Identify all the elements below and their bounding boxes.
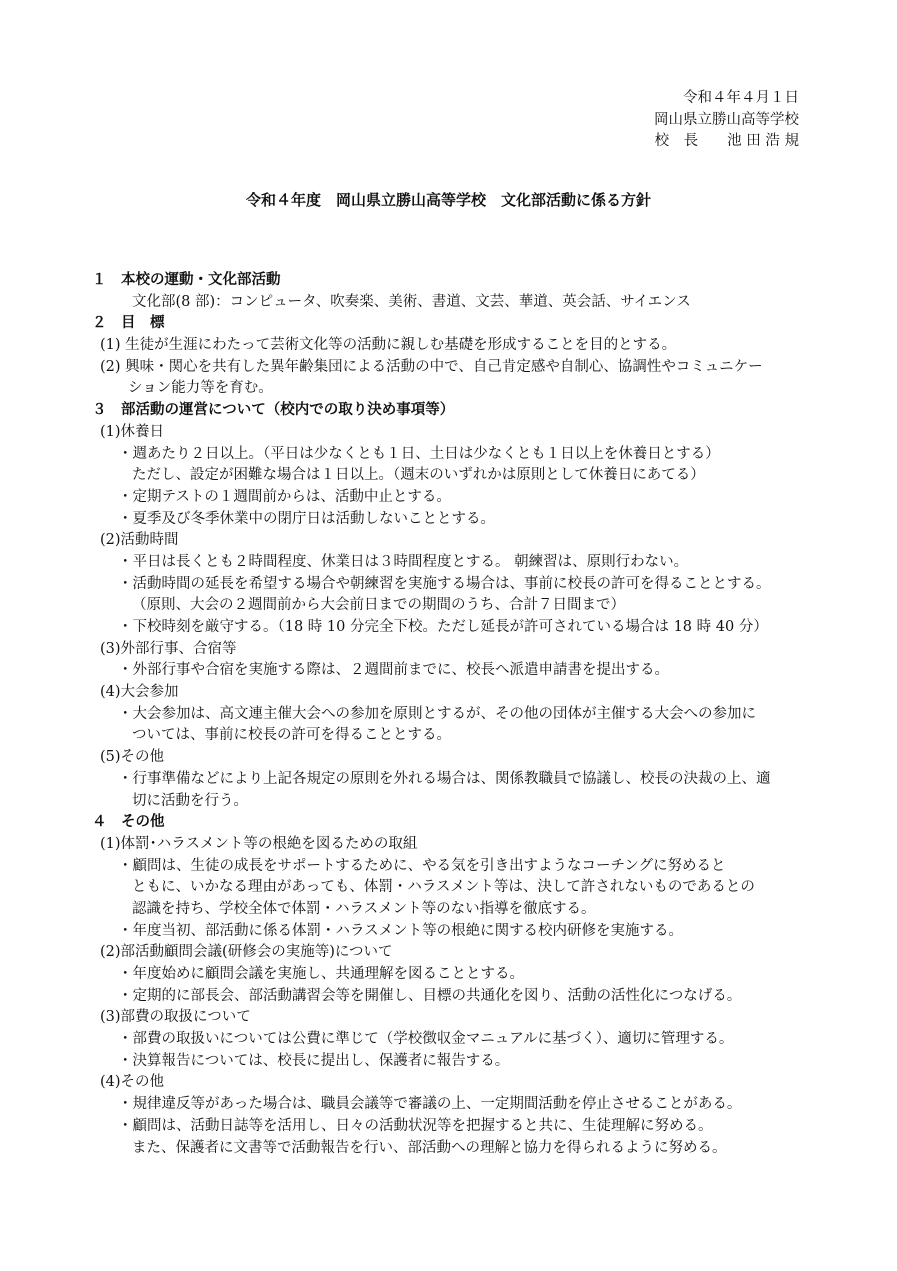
body-line: ション能力等を育む。: [128, 380, 273, 397]
document-header: [654, 88, 799, 153]
body-line: ・大会参加は、高文連主催大会への参加を原則とするが、その他の団体が主催する大会への参加に: [118, 705, 756, 722]
body-line: (5)その他: [100, 749, 165, 766]
body-line: 切に活動を行う。: [132, 792, 248, 809]
body-line: (2)部活動顧問会議(研修会の実施等)について: [100, 944, 393, 961]
body-line: ・夏季及び冬季休業中の閉庁日は活動しないこととする。: [118, 510, 495, 527]
body-line: (1)休養日: [100, 423, 165, 440]
body-line: ・下校時刻を厳守する。（18 時 10 分完全下校。ただし延長が許可されている場合は 18 時 40 分）: [118, 619, 768, 635]
principal-name: 校 長 池 田 浩 規: [654, 133, 799, 149]
body-line: （原則、大会の２週間前から大会前日までの期間のうち、合計７日間まで）: [132, 597, 625, 614]
section-heading: ３ 部活動の運営について（校内での取り決め事項等）: [92, 402, 455, 419]
body-line: ・顧問は、生徒の成長をサポートするために、やる気を引き出すようなコーチングに努めると: [118, 857, 726, 874]
body-line: ・活動時間の延長を希望する場合や朝練習を実施する場合は、事前に校長の許可を得ることとする。: [118, 575, 771, 592]
body-line: ・平日は長くとも２時間程度、休業日は３時間程度とする。 朝練習は、原則行わない。: [118, 553, 689, 570]
section-heading: ２ 目 標: [92, 315, 165, 332]
body-line: ・外部行事や合宿を実施する際は、２週間前までに、校長へ派遣申請書を提出する。: [118, 662, 669, 679]
body-line: ・年度当初、部活動に係る体罰・ハラスメント等の根絶に関する校内研修を実施する。: [118, 922, 684, 939]
body-line: (1)体罰･ハラスメント等の根絶を図るための取組: [100, 835, 418, 852]
body-line: (3)外部行事、合宿等: [100, 640, 237, 657]
body-line: ・週あたり２日以上。（平日は少なくとも１日、土日は少なくとも１日以上を休養日とする）: [118, 445, 720, 462]
body-line: ついては、事前に校長の許可を得ることとする。: [132, 727, 451, 744]
body-line: (4)その他: [100, 1074, 165, 1091]
body-line: ・決算報告については、校長に提出し、保護者に報告する。: [118, 1052, 510, 1069]
section-heading: １ 本校の運動・文化部活動: [92, 272, 281, 288]
body-line: ただし、設定が困難な場合は１日以上。（週末のいずれかは原則として休養日にあてる）: [132, 467, 705, 484]
body-line: (1) 生徒が生涯にわたって芸術文化等の活動に親しむ基礎を形成することを目的とする。: [100, 337, 677, 354]
document-body: [92, 270, 822, 1159]
section-heading: ４ その他: [92, 814, 165, 831]
body-line: ともに、いかなる理由があっても、体罰・ハラスメント等は、決して許されないものであるとの: [132, 879, 755, 896]
body-line: (2)活動時間: [100, 532, 179, 549]
body-line: (3)部費の取扱について: [100, 1009, 251, 1026]
body-line: ・顧問は、活動日誌等を活用し、日々の活動状況等を把握すると共に、生徒理解に努める。: [118, 1117, 713, 1134]
body-line: ・規律違反等があった場合は、職員会議等で審議の上、一定期間活動を停止させることがある。: [118, 1096, 742, 1113]
issue-date: 令和４年４月１日: [683, 90, 799, 106]
document-title: 令和４年度 岡山県立勝山高等学校 文化部活動に係る方針: [245, 191, 651, 209]
body-line: ・定期的に部長会、部活動講習会等を開催し、目標の共通化を図り、活動の活性化につなげる。: [118, 987, 742, 1004]
body-line: ・年度始めに顧問会議を実施し、共通理解を図ることとする。: [118, 966, 524, 982]
body-line: また、保護者に文書等で活動報告を行い、部活動への理解と協力を得られるように努める。: [132, 1139, 727, 1156]
body-line: 文化部(8 部)：コンピュータ、吹奏楽、美術、書道、文芸、華道、英会話、サイエンス: [132, 293, 691, 310]
body-line: (2) 興味・関心を共有した異年齢集団による活動の中で、自己肯定感や自制心、協調性やコミュニケー: [100, 358, 763, 375]
school-name: 岡山県立勝山高等学校: [654, 111, 799, 128]
body-line: (4)大会参加: [100, 684, 179, 701]
body-line: ・定期テストの１週間前からは、活動中止とする。: [118, 488, 451, 505]
body-line: ・行事準備などにより上記各規定の原則を外れる場合は、関係教職員で協議し、校長の決裁の上、適: [118, 770, 771, 787]
body-line: 認識を持ち、学校全体で体罰・ハラスメント等のない指導を徹底する。: [132, 900, 596, 917]
body-line: ・部費の取扱いについては公費に準じて（学校徴収金マニュアルに基づく）、適切に管理する。: [118, 1031, 734, 1048]
